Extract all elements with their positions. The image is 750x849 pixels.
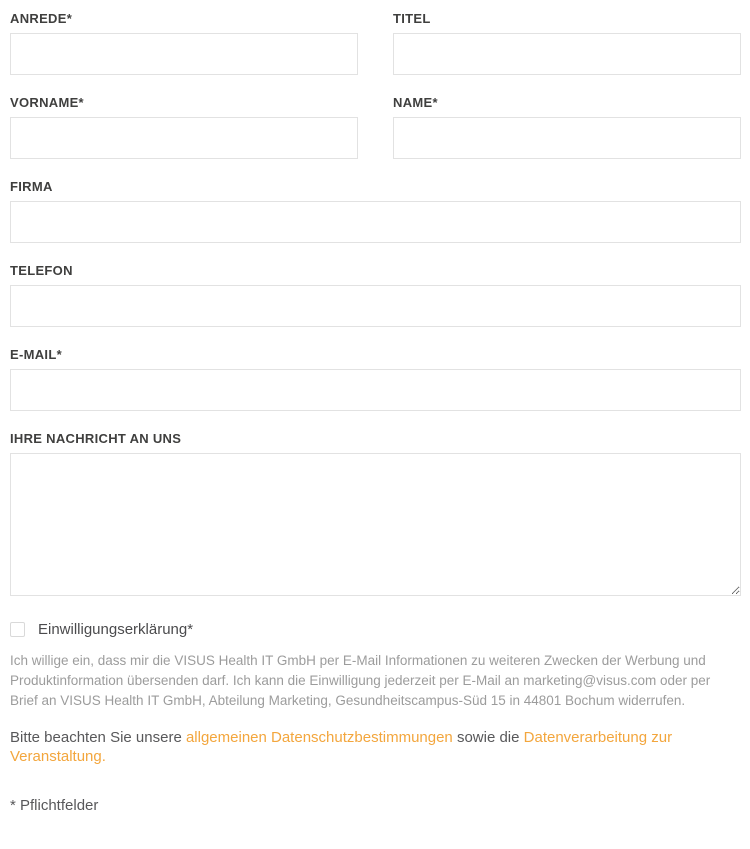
titel-input[interactable]: [393, 33, 741, 75]
field-email: [10, 348, 741, 411]
telefon-label: TELEFON: [10, 263, 73, 278]
form-row-salutation-title: [10, 12, 741, 96]
required-fields-note: * Pflichtfelder: [10, 797, 99, 814]
field-vorname: [10, 96, 358, 159]
email-label: E-MAIL*: [10, 347, 62, 362]
email-input[interactable]: [10, 369, 741, 411]
privacy-note-prefix: Bitte beachten Sie unsere: [10, 729, 186, 746]
consent-checkbox-label: Einwilligungserklärung*: [38, 621, 194, 638]
privacy-policy-link[interactable]: allgemeinen Datenschutzbestimmungen: [185, 729, 453, 746]
field-nachricht: [10, 432, 741, 596]
form-row-firstname-lastname: [10, 96, 741, 180]
nachricht-label: IHRE NACHRICHT AN UNS: [10, 431, 182, 446]
vorname-label: VORNAME*: [10, 95, 84, 110]
consent-checkbox[interactable]: [10, 622, 25, 637]
field-anrede: [10, 12, 358, 75]
name-label: NAME*: [393, 95, 438, 110]
consent-row: [10, 621, 741, 638]
field-telefon: [10, 264, 741, 327]
firma-label: FIRMA: [10, 179, 53, 194]
privacy-note: [10, 728, 741, 766]
event-data-processing-link[interactable]: Datenverarbeitung zur Veranstaltung.: [10, 729, 673, 765]
name-input[interactable]: [393, 117, 741, 159]
firma-input[interactable]: [10, 201, 741, 243]
consent-text: Ich willige ein, dass mir die VISUS Health IT GmbH per E-Mail Informationen zu weiteren Zwecken der Werbung und Produktinformation übersenden darf. Ich kann die Einwilligung jederzeit per E-Mail an marketing@visus.com oder per Brief an VISUS Health IT GmbH, Abteilung Marketing, Gesundheitscampus-Süd 15 in 44801 Bochum widerrufen.: [10, 653, 711, 708]
message-textarea[interactable]: [10, 453, 741, 596]
titel-label: TITEL: [393, 11, 431, 26]
vorname-input[interactable]: [10, 117, 358, 159]
field-firma: [10, 180, 741, 243]
privacy-note-middle: sowie die: [452, 729, 524, 746]
field-titel: [393, 12, 741, 75]
anrede-label: ANREDE*: [10, 11, 73, 26]
anrede-input[interactable]: [10, 33, 358, 75]
telefon-input[interactable]: [10, 285, 741, 327]
field-name: [393, 96, 741, 159]
